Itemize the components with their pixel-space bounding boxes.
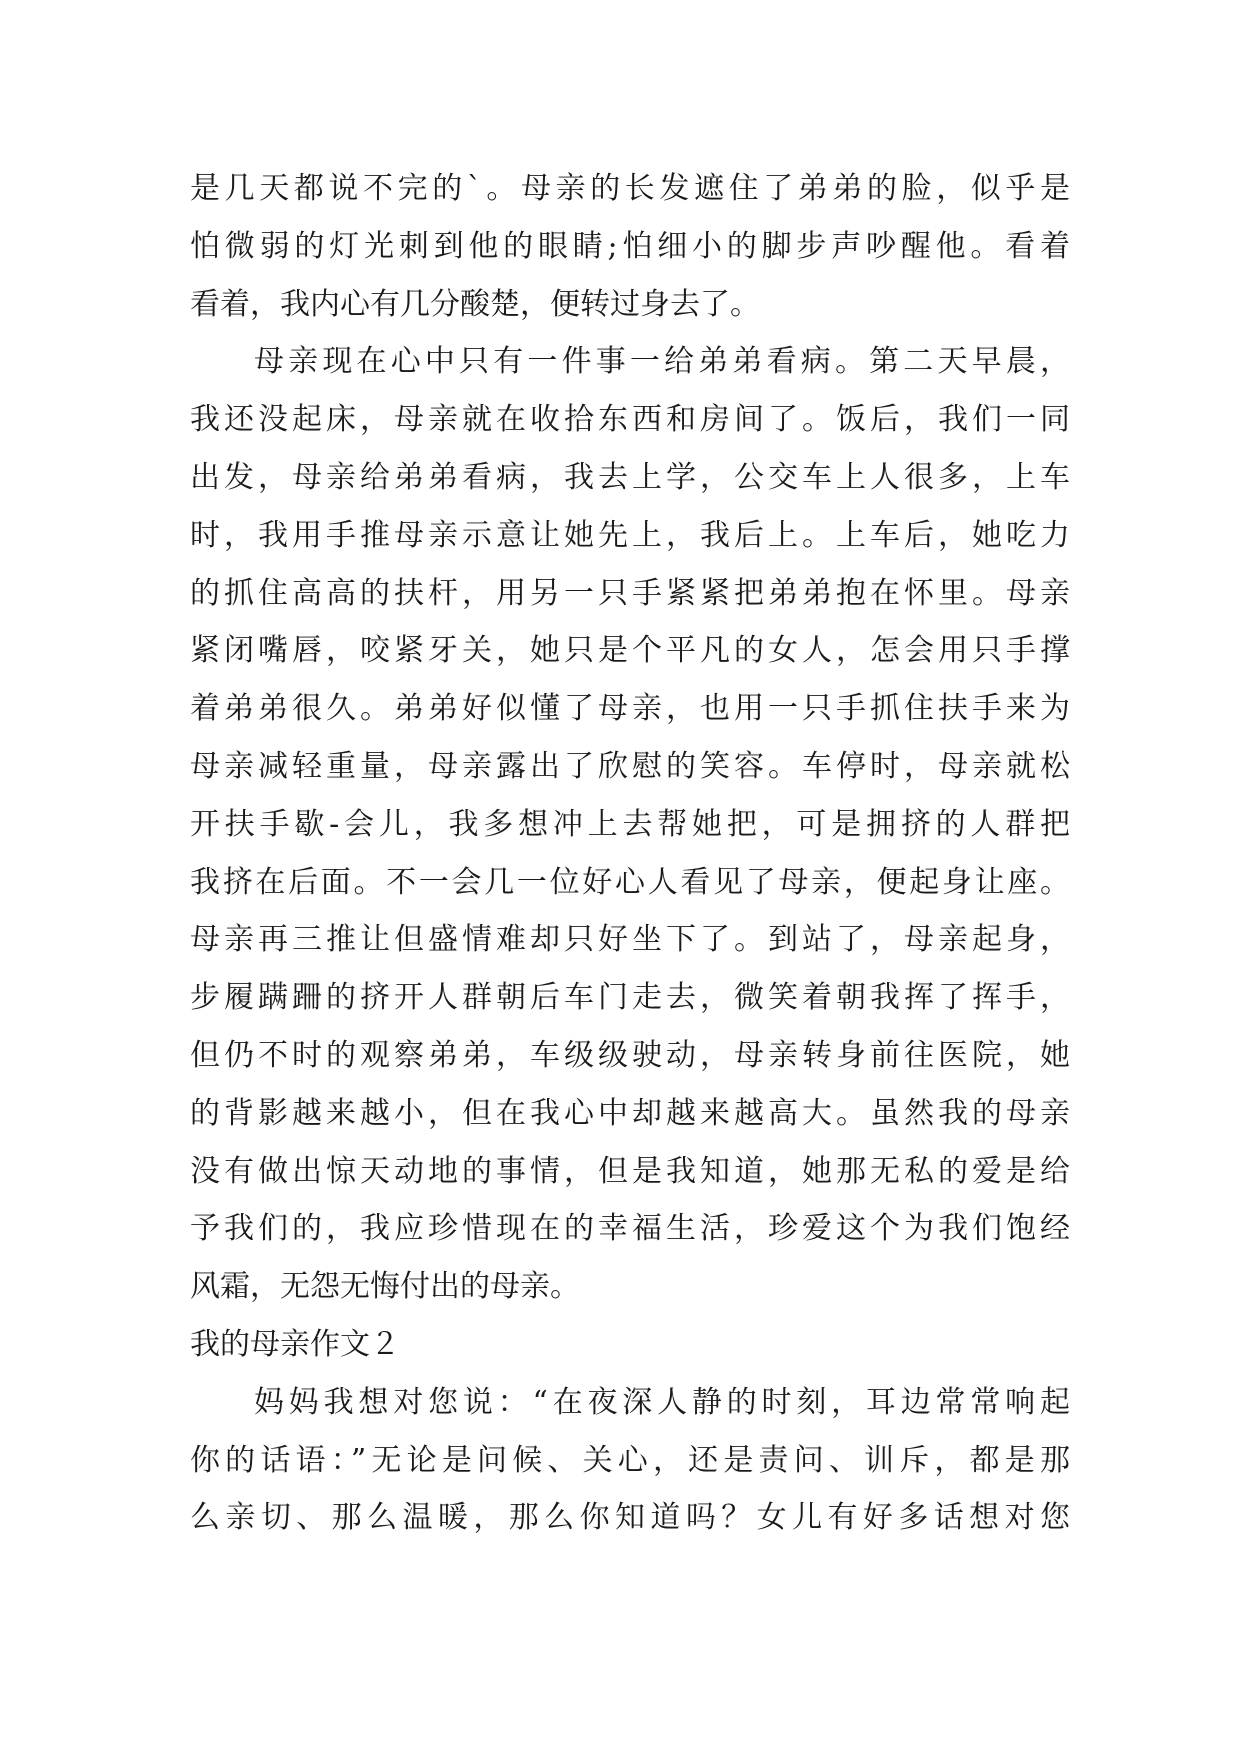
section-heading: 我的母亲作文２: [190, 1326, 400, 1362]
text-line: 母亲再三推让但盛情难却只好坐下了。到站了，母亲起身，: [190, 922, 1070, 958]
text-line: 怕微弱的灯光刺到他的眼睛;怕细小的脚步声吵醒他。看着: [190, 228, 1070, 264]
text-line: 我还没起床，母亲就在收拾东西和房间了。饭后，我们一同: [190, 402, 1070, 438]
text-line: 步履蹒跚的挤开人群朝后车门走去，微笑着朝我挥了挥手，: [190, 980, 1070, 1016]
text-line: 出发，母亲给弟弟看病，我去上学，公交车上人很多，上车: [190, 459, 1070, 495]
text-line: 予我们的，我应珍惜现在的幸福生活，珍爱这个为我们饱经: [190, 1211, 1070, 1247]
text-line: 风霜，无怨无悔付出的母亲。: [190, 1269, 580, 1305]
text-line: 时，我用手推母亲示意让她先上，我后上。上车后，她吃力: [190, 517, 1070, 553]
document-body: [190, 160, 1070, 1547]
text-line: 看着，我内心有几分酸楚，便转过身去了。: [190, 286, 760, 322]
text-line: 紧闭嘴唇，咬紧牙关，她只是个平凡的女人，怎会用只手撑: [190, 633, 1070, 669]
text-line: 你的话语：”无论是问候、关心，还是责问、训斥，都是那: [190, 1442, 1070, 1478]
text-line: 没有做出惊天动地的事情，但是我知道，她那无私的爱是给: [190, 1153, 1070, 1189]
text-line: 但仍不时的观察弟弟，车级级驶动，母亲转身前往医院，她: [190, 1037, 1070, 1073]
text-line: 么亲切、那么温暖，那么你知道吗？女儿有好多话想对您: [190, 1500, 1070, 1536]
text-line: 的背影越来越小，但在我心中却越来越高大。虽然我的母亲: [190, 1095, 1070, 1131]
text-line: 开扶手歇-会儿，我多想冲上去帮她把，可是拥挤的人群把: [190, 806, 1070, 842]
text-line: 是几天都说不完的`。母亲的长发遮住了弟弟的脸，似乎是: [190, 171, 1070, 206]
text-line: 妈妈我想对您说：“在夜深人静的时刻，耳边常常响起: [254, 1384, 1070, 1420]
text-line: 着弟弟很久。弟弟好似懂了母亲，也用一只手抓住扶手来为: [190, 691, 1070, 727]
text-line: 我挤在后面。不一会几一位好心人看见了母亲，便起身让座。: [190, 864, 1070, 900]
text-line: 的抓住高高的扶杆，用另一只手紧紧把弟弟抱在怀里。母亲: [190, 575, 1070, 611]
text-line: 母亲减轻重量，母亲露出了欣慰的笑容。车停时，母亲就松: [190, 748, 1070, 784]
text-line: 母亲现在心中只有一件事一给弟弟看病。第二天早晨，: [254, 344, 1070, 380]
